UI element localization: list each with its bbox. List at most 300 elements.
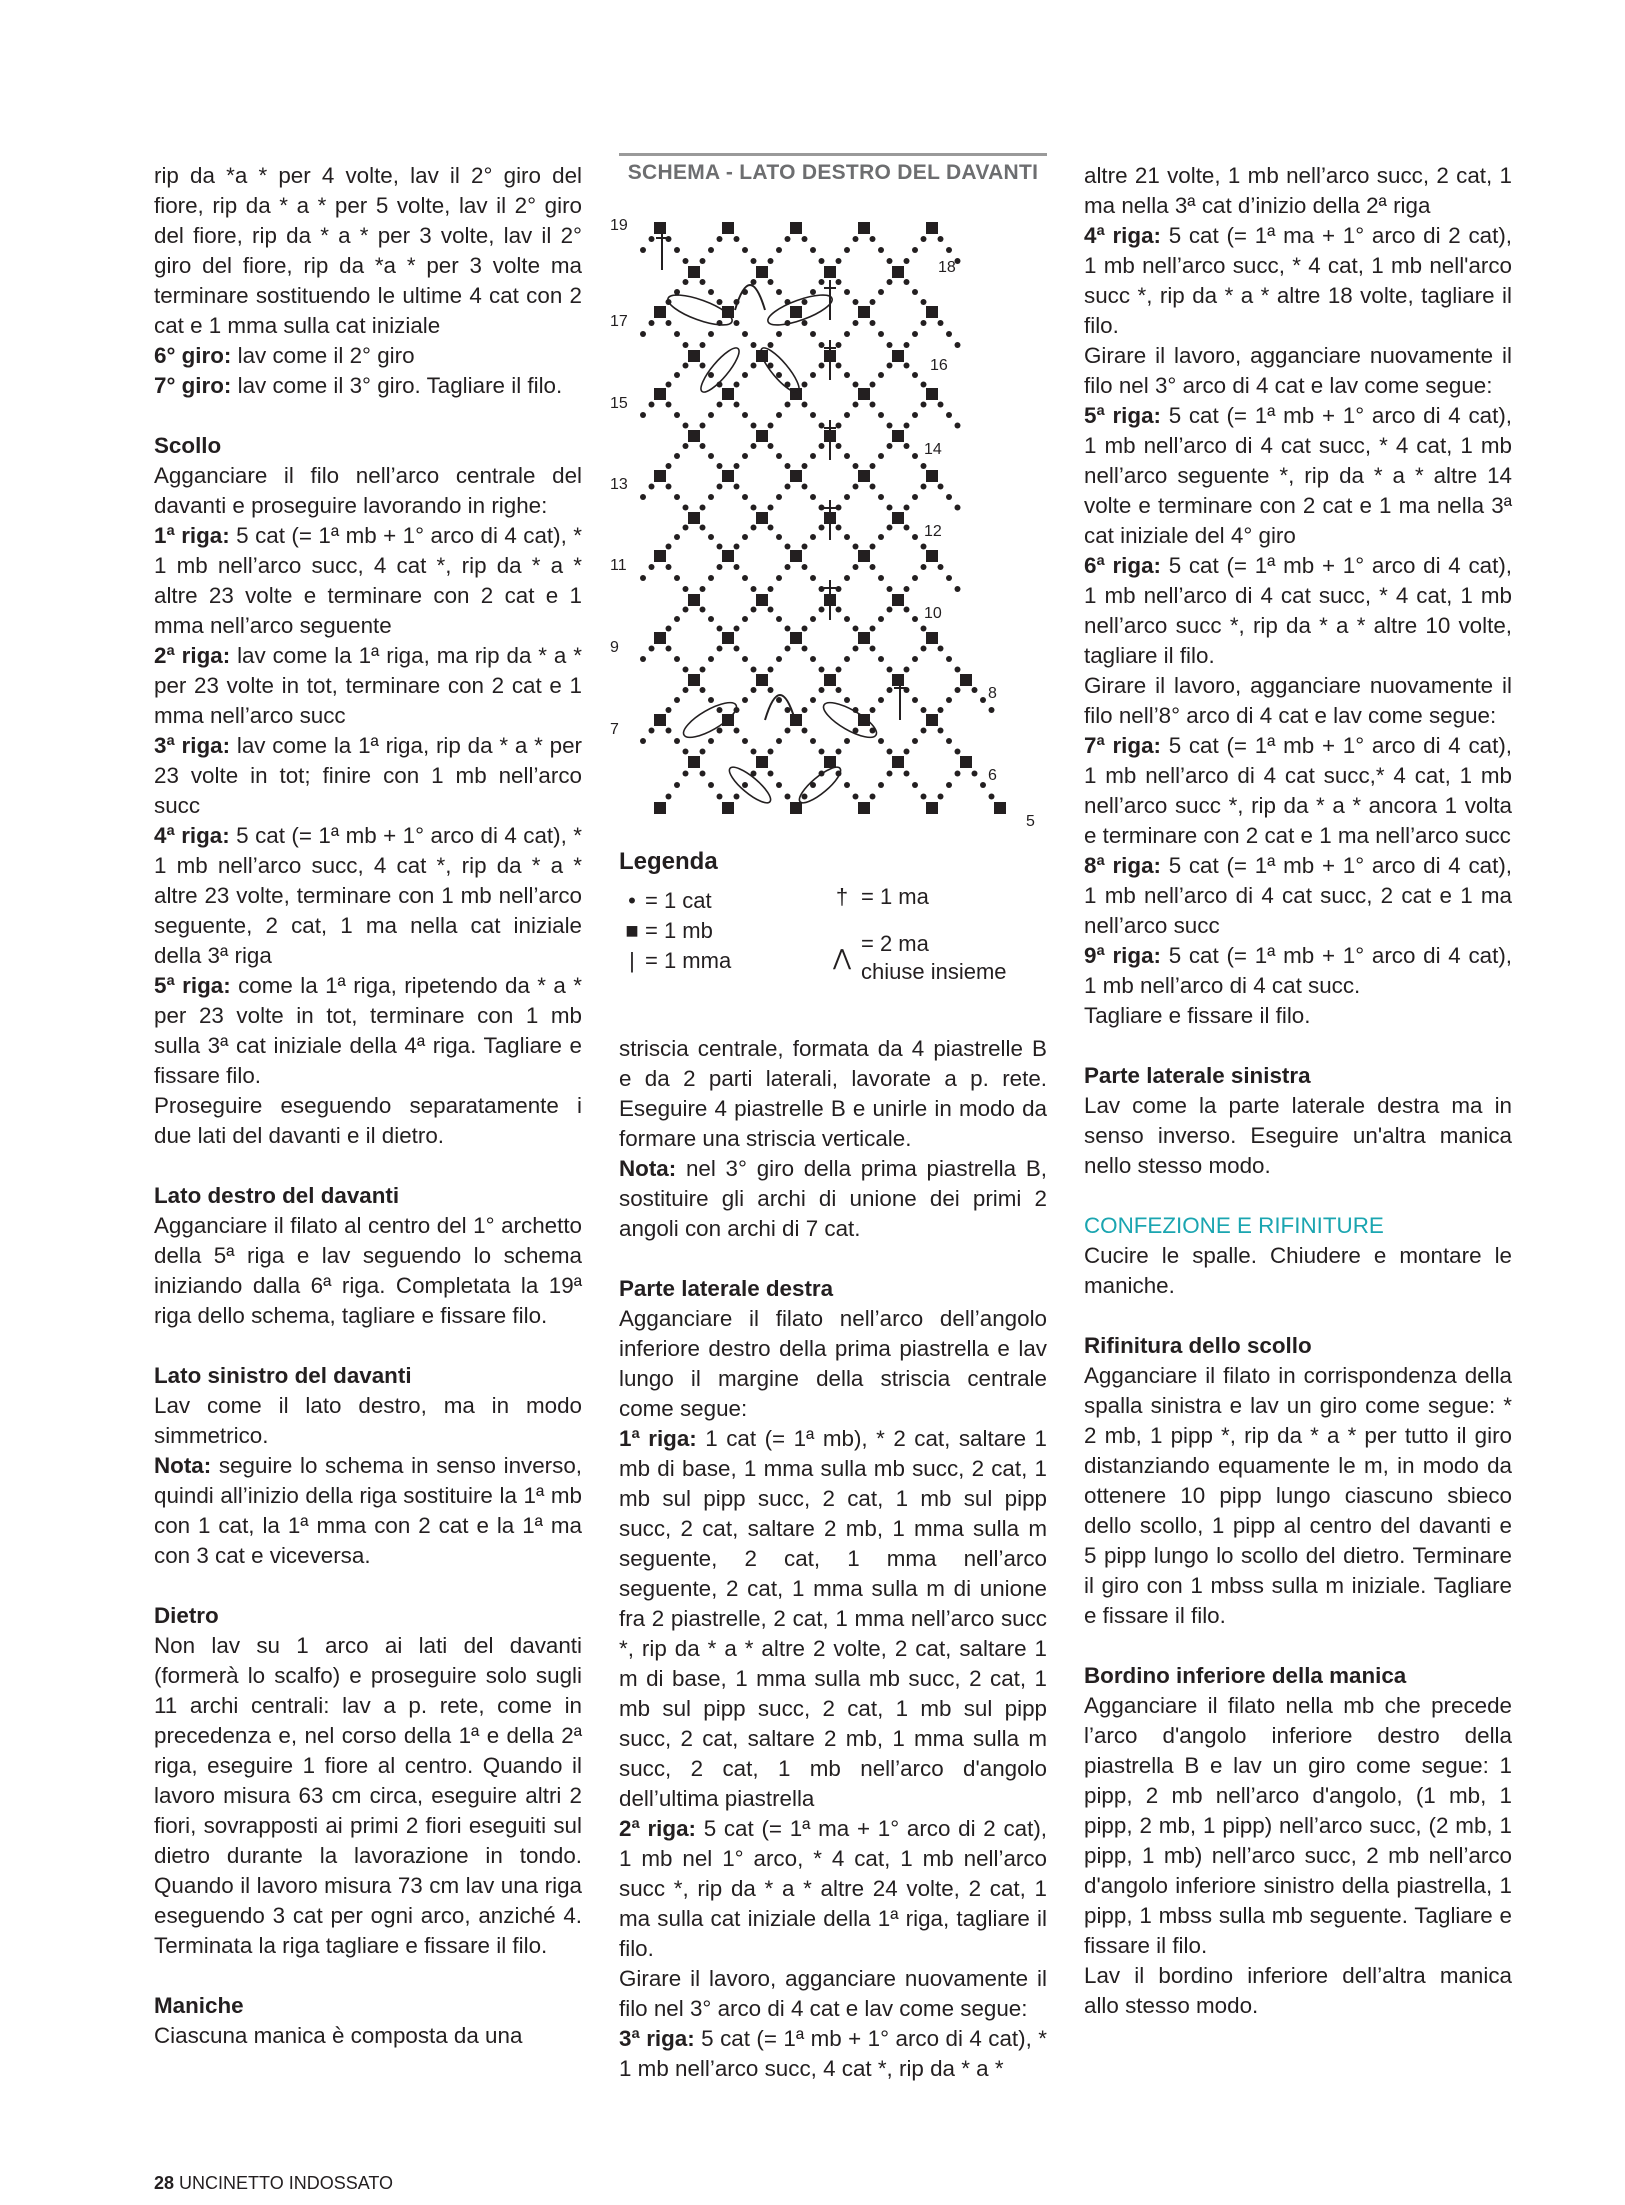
- cat-dot-mark: [938, 794, 944, 800]
- cat-dot-mark: [912, 616, 918, 622]
- mb-square-mark: [654, 306, 666, 318]
- paragraph: rip da *a * per 4 volte, lav il 2° giro del fiore, rip da * a * per 5 volte, lav il 2° giro del fiore, rip da * a * per 3 volte, lav il 2° giro del fiore, rip da *a * per 3 volte ma terminare sostituendo le ultime 4 cat con 2 cat e 1 mma sulla cat iniziale: [154, 163, 582, 338]
- cat-dot-mark: [640, 575, 646, 581]
- cat-dot-mark: [785, 626, 791, 632]
- cat-dot-mark: [870, 320, 876, 326]
- cat-dot-mark: [734, 728, 740, 734]
- cat-dot-mark: [717, 728, 723, 734]
- flower-arch-mark: [735, 285, 765, 310]
- section-heading-parte-laterale-sinistra: Parte laterale sinistra: [1084, 1063, 1311, 1088]
- page-number: 28: [154, 2173, 175, 2193]
- cat-dot-mark: [742, 575, 748, 581]
- cat-dot-mark: [819, 258, 825, 264]
- mb-square-mark: [960, 756, 972, 768]
- mb-square-mark: [722, 306, 734, 318]
- cat-dot-mark: [674, 372, 680, 378]
- row-label: 4ª riga:: [1084, 223, 1161, 248]
- cat-dot-mark: [742, 782, 748, 788]
- cat-dot-mark: [912, 247, 918, 253]
- cat-dot-mark: [878, 616, 884, 622]
- cat-dot-mark: [810, 494, 816, 500]
- row-text: 5 cat (= 1ª mb + 1° arco di 4 cat), 1 mb nell’arco di 4 cat succ, * 4 cat, 1 mb nell’arco seguente *, rip da * a * altre 14 volte e terminare con 2 cat e 1 ma nella 3ª cat iniziale del 4° giro: [1084, 403, 1513, 548]
- cat-dot-mark: [844, 453, 850, 459]
- mb-square-mark: [960, 674, 972, 686]
- cat-dot-mark: [844, 575, 850, 581]
- legend-item-mb: [619, 918, 713, 944]
- row-text: 5 cat (= 1ª mb + 1° arco di 4 cat), 1 mb nell’arco di 4 cat succ,* 4 cat, 1 mb nell’arco succ *, rip da * a * ancora 1 volta e terminare con 2 cat e 1 ma nell’arco succ: [1084, 733, 1513, 848]
- cat-dot-mark: [708, 331, 714, 337]
- cat-dot-mark: [853, 463, 859, 469]
- cat-dot-mark: [887, 607, 893, 613]
- cat-dot-mark: [776, 494, 782, 500]
- mb-square-mark: [756, 266, 768, 278]
- cat-dot-mark: [751, 667, 757, 673]
- cat-dot-mark: [751, 525, 757, 531]
- cat-dot-mark: [955, 342, 961, 348]
- column-1: [154, 161, 582, 2051]
- mb-square-mark: [858, 306, 870, 318]
- cat-dot-mark: [912, 575, 918, 581]
- cat-dot-mark: [853, 484, 859, 490]
- cat-dot-mark: [878, 247, 884, 253]
- cat-dot-mark: [819, 586, 825, 592]
- cat-dot-mark: [887, 505, 893, 511]
- paragraph: altre 21 volte, 1 mb nell’arco succ, 2 cat, 1 ma nella 3ª cat d’inizio della 2ª riga: [1084, 163, 1512, 218]
- paragraph: Lav come la parte laterale destra ma in senso inverso. Eseguire un'altra manica nello stesso modo.: [1084, 1093, 1512, 1178]
- row-text: lav come il 2° giro: [231, 343, 415, 368]
- row-label-12: 12: [924, 523, 942, 540]
- mb-square-mark: [790, 470, 802, 482]
- cat-dot-mark: [674, 697, 680, 703]
- row-text: 1 cat (= 1ª mb), * 2 cat, saltare 1 mb di base, 1 mma sulla mb succ, 2 cat, 1 mb sul pipp succ, 2 cat, 1 mb sul pipp succ, 2 cat, saltare 2 mb, 1 mma sulla m seguente, 2 cat, 1 mma nell’arco seguente, 2 cat, 1 mma sulla m di unione fra 2 piastrelle, 2 cat, 1 mma nell’arco succ *, rip da * a * altre 2 volte, 2 cat, saltare 1 m di base, 1 mma sulla mb succ, 2 cat, 1 mb sul pipp succ, 2 cat, 1 mb sul pipp succ, 2 cat, saltare 2 mb, 1 mma sulla m succ, 2 cat, 1 mb nell’arco d'angolo dell’ultima piastrella: [619, 1426, 1048, 1811]
- row-label-17: 17: [610, 313, 628, 330]
- cat-dot-mark: [836, 423, 842, 429]
- row-label: 3ª riga:: [619, 2026, 695, 2051]
- cat-dot-mark: [844, 331, 850, 337]
- cat-dot-mark: [802, 236, 808, 242]
- cat-dot-mark: [844, 412, 850, 418]
- cat-dot-mark: [844, 534, 850, 540]
- cat-dot-mark: [776, 247, 782, 253]
- mb-square-mark: [756, 594, 768, 606]
- cat-dot-mark: [904, 586, 910, 592]
- cat-dot-mark: [802, 564, 808, 570]
- cat-dot-mark: [776, 616, 782, 622]
- row-text: 5 cat (= 1ª ma + 1° arco di 2 cat), 1 mb nell’arco succ, * 4 cat, 1 mb nell'arco succ *, rip da * a * altre 18 volte, tagliare il filo.: [1084, 223, 1513, 338]
- row-label: 6ª riga:: [1084, 553, 1161, 578]
- cat-dot-mark: [776, 738, 782, 744]
- crochet-chart: [600, 200, 1060, 840]
- mb-square-mark: [688, 350, 700, 362]
- cat-dot-mark: [810, 247, 816, 253]
- cat-dot-mark: [742, 697, 748, 703]
- cat-dot-mark: [734, 463, 740, 469]
- cat-dot-mark: [640, 247, 646, 253]
- row-label: 9ª riga:: [1084, 943, 1161, 968]
- section-heading-dietro: Dietro: [154, 1603, 219, 1628]
- cat-dot-mark: [768, 505, 774, 511]
- section-heading-rifinitura-scollo: Rifinitura dello scollo: [1084, 1333, 1312, 1358]
- cat-dot-mark: [870, 646, 876, 652]
- mb-square-mark: [756, 512, 768, 524]
- mb-square-mark: [688, 756, 700, 768]
- row-label-10: 10: [924, 605, 942, 622]
- legend-title: Legenda: [619, 848, 718, 875]
- cat-dot-mark: [700, 771, 706, 777]
- cat-dot-mark: [912, 412, 918, 418]
- cat-dot-mark: [836, 667, 842, 673]
- cat-dot-mark: [955, 687, 961, 693]
- cat-dot-mark: [742, 656, 748, 662]
- mb-square-mark: [790, 388, 802, 400]
- cat-dot-mark: [802, 728, 808, 734]
- cat-dot-mark: [674, 289, 680, 295]
- cat-dot-mark: [878, 697, 884, 703]
- cat-dot-mark: [708, 412, 714, 418]
- cat-dot-mark: [776, 412, 782, 418]
- cat-dot-mark: [708, 494, 714, 500]
- cat-dot-mark: [836, 749, 842, 755]
- cat-dot-mark: [640, 331, 646, 337]
- cat-dot-mark: [768, 342, 774, 348]
- cat-dot-mark: [751, 607, 757, 613]
- mb-square-mark: [824, 266, 836, 278]
- cat-dot-mark: [708, 616, 714, 622]
- cat-dot-mark: [649, 402, 655, 408]
- cat-dot-mark: [819, 525, 825, 531]
- cat-dot-mark: [853, 544, 859, 550]
- cat-dot-mark: [938, 320, 944, 326]
- section-heading-parte-laterale-destra: Parte laterale destra: [619, 1276, 834, 1301]
- cat-dot-mark: [904, 771, 910, 777]
- mb-square-mark: [654, 222, 666, 234]
- row-label-5: 5: [1026, 813, 1035, 830]
- cat-dot-mark: [751, 279, 757, 285]
- cat-dot-mark: [870, 402, 876, 408]
- cat-dot-mark: [819, 279, 825, 285]
- cat-dot-mark: [776, 453, 782, 459]
- cat-dot-mark: [955, 771, 961, 777]
- cat-dot-mark: [700, 525, 706, 531]
- cat-dot-mark: [853, 382, 859, 388]
- cat-dot-mark: [683, 258, 689, 264]
- cat-dot-mark: [751, 363, 757, 369]
- row-label: 2ª riga:: [619, 1816, 696, 1841]
- cat-dot-mark: [921, 236, 927, 242]
- cat-dot-mark: [836, 342, 842, 348]
- cat-dot-mark: [819, 443, 825, 449]
- column-2: [619, 1034, 1047, 2084]
- cat-dot-mark: [683, 525, 689, 531]
- cat-dot-mark: [853, 794, 859, 800]
- row-label-16: 16: [930, 357, 948, 374]
- cat-dot-mark: [785, 564, 791, 570]
- cat-dot-mark: [717, 707, 723, 713]
- row-label-11: 11: [610, 557, 627, 574]
- cat-dot-mark: [878, 575, 884, 581]
- mb-square-mark: [994, 802, 1006, 814]
- cat-dot-mark: [708, 247, 714, 253]
- mb-square-mark: [926, 802, 938, 814]
- cat-dot-mark: [921, 402, 927, 408]
- cat-dot-mark: [904, 423, 910, 429]
- cat-dot-mark: [844, 289, 850, 295]
- cat-dot-mark: [870, 463, 876, 469]
- cat-dot-mark: [921, 626, 927, 632]
- cat-dot-mark: [785, 707, 791, 713]
- paragraph: Lav il bordino inferiore dell’altra manica allo stesso modo.: [1084, 1963, 1512, 2018]
- cat-dot-mark: [700, 258, 706, 264]
- dagger-icon: †: [835, 884, 849, 909]
- row-text: 5 cat (= 1ª mb + 1° arco di 4 cat), * 1 mb nell’arco succ, 4 cat *, rip da * a * altre 23 volte e terminare con 2 cat e 1 mma nell’arco seguente: [154, 523, 582, 638]
- cat-dot-mark: [640, 412, 646, 418]
- cat-dot-mark: [912, 697, 918, 703]
- cat-dot-mark: [751, 258, 757, 264]
- mb-square-mark: [688, 594, 700, 606]
- cat-dot-mark: [802, 382, 808, 388]
- cat-dot-mark: [904, 363, 910, 369]
- cat-dot-mark: [742, 412, 748, 418]
- cat-dot-mark: [912, 656, 918, 662]
- cat-dot-mark: [921, 320, 927, 326]
- row-label: 8ª riga:: [1084, 853, 1161, 878]
- legend-item-2ma: [829, 930, 1007, 986]
- cat-dot-mark: [946, 782, 952, 788]
- cat-dot-mark: [700, 279, 706, 285]
- cat-dot-mark: [674, 575, 680, 581]
- cat-dot-mark: [776, 372, 782, 378]
- cat-dot-mark: [904, 505, 910, 511]
- mb-square-mark: [858, 388, 870, 400]
- cat-dot-mark: [649, 564, 655, 570]
- paragraph: Girare il lavoro, agganciare nuovamente il filo nel 3° arco di 4 cat e lav come segue:: [619, 1966, 1047, 2021]
- cat-dot-mark: [878, 289, 884, 295]
- cat-dot-mark: [819, 363, 825, 369]
- row-label-7: 7: [610, 721, 619, 738]
- cat-dot-mark: [912, 782, 918, 788]
- mb-square-mark: [926, 470, 938, 482]
- cat-dot-mark: [700, 667, 706, 673]
- row-label: 6° giro:: [154, 343, 232, 368]
- mb-square-mark: [892, 512, 904, 524]
- cat-dot-mark: [887, 342, 893, 348]
- cat-dot-mark: [776, 534, 782, 540]
- cat-dot-mark: [666, 707, 672, 713]
- cat-dot-mark: [836, 586, 842, 592]
- paragraph: Proseguire eseguendo separatamente i due lati del davanti e il dietro.: [154, 1093, 582, 1148]
- paragraph: Girare il lavoro, agganciare nuovamente il filo nell’8° arco di 4 cat e lav come segue:: [1084, 673, 1512, 728]
- note-text: seguire lo schema in senso inverso, quindi all’inizio della riga sostituire la 1ª mb con 1 cat, la 1ª mma con 2 cat e la 1ª ma con 3 cat e viceversa.: [154, 1453, 582, 1568]
- legend-label: = 1 mma: [645, 948, 732, 973]
- cat-dot-mark: [683, 749, 689, 755]
- note-label: Nota:: [154, 1453, 212, 1478]
- legend-label: chiuse insieme: [861, 959, 1007, 984]
- note-label: Nota:: [619, 1156, 677, 1181]
- cat-dot-mark: [904, 443, 910, 449]
- cat-dot-mark: [717, 794, 723, 800]
- cat-dot-mark: [717, 544, 723, 550]
- cat-dot-mark: [717, 564, 723, 570]
- cat-dot-mark: [666, 484, 672, 490]
- cat-dot-mark: [734, 402, 740, 408]
- cat-dot-mark: [819, 505, 825, 511]
- mb-square-mark: [790, 222, 802, 234]
- cat-dot-mark: [751, 423, 757, 429]
- cat-dot-mark: [844, 697, 850, 703]
- cat-dot-mark: [810, 372, 816, 378]
- cat-dot-mark: [878, 534, 884, 540]
- cat-dot-mark: [921, 463, 927, 469]
- legend-label: = 1 cat: [645, 888, 712, 913]
- cat-dot-mark: [912, 453, 918, 459]
- mb-square-mark: [722, 388, 734, 400]
- cat-dot-mark: [955, 667, 961, 673]
- cat-dot-mark: [768, 607, 774, 613]
- mb-square-mark: [790, 632, 802, 644]
- cat-dot-mark: [836, 258, 842, 264]
- cat-dot-mark: [802, 463, 808, 469]
- row-label-14: 14: [924, 441, 942, 458]
- cat-dot-mark: [853, 564, 859, 570]
- mb-square-mark: [790, 306, 802, 318]
- cat-dot-mark: [887, 443, 893, 449]
- cat-dot-mark: [878, 331, 884, 337]
- cat-dot-mark: [700, 443, 706, 449]
- mb-square-mark: [756, 430, 768, 442]
- cat-dot-mark: [742, 453, 748, 459]
- cat-dot-mark: [683, 443, 689, 449]
- cat-dot-mark: [708, 453, 714, 459]
- cat-dot-mark: [666, 402, 672, 408]
- cat-dot-mark: [921, 794, 927, 800]
- cat-dot-mark: [853, 402, 859, 408]
- cat-dot-mark: [955, 749, 961, 755]
- cat-dot-mark: [904, 667, 910, 673]
- legend-item-mma: [619, 948, 731, 974]
- cat-dot-mark: [708, 575, 714, 581]
- cat-dot-mark: [776, 697, 782, 703]
- mb-square-mark: [824, 756, 836, 768]
- cat-dot-mark: [912, 372, 918, 378]
- cat-dot-mark: [878, 656, 884, 662]
- cat-dot-mark: [938, 707, 944, 713]
- cat-dot-mark: [700, 363, 706, 369]
- mb-square-mark: [926, 714, 938, 726]
- cat-dot-mark: [674, 656, 680, 662]
- mb-square-mark: [926, 222, 938, 234]
- cat-dot-mark: [742, 738, 748, 744]
- cat-dot-mark: [904, 607, 910, 613]
- cat-dot-mark: [802, 544, 808, 550]
- cat-dot-mark: [844, 656, 850, 662]
- cat-dot-mark: [844, 782, 850, 788]
- row-label-9: 9: [610, 639, 619, 656]
- cat-dot-mark: [878, 412, 884, 418]
- cat-dot-mark: [904, 279, 910, 285]
- cat-dot-mark: [666, 728, 672, 734]
- mb-square-mark: [756, 756, 768, 768]
- cat-dot-mark: [853, 320, 859, 326]
- cat-dot-mark: [836, 363, 842, 369]
- cat-dot-mark: [938, 402, 944, 408]
- row-label-19: 19: [610, 217, 628, 234]
- row-text: 5 cat (= 1ª ma + 1° arco di 2 cat), 1 mb nel 1° arco, * 4 cat, 1 mb nell’arco succ *, rip da * a * altre 24 volte, 2 cat, 1 ma sulla cat iniziale della 1ª riga, tagliare il filo.: [619, 1816, 1048, 1961]
- cat-dot-mark: [921, 382, 927, 388]
- cat-dot-mark: [810, 616, 816, 622]
- paragraph: Girare il lavoro, agganciare nuovamente il filo nel 3° arco di 4 cat e lav come segue:: [1084, 343, 1512, 398]
- cat-dot-mark: [785, 402, 791, 408]
- cat-dot-mark: [666, 382, 672, 388]
- cat-dot-mark: [938, 728, 944, 734]
- cat-dot-mark: [708, 738, 714, 744]
- mb-square-mark: [756, 674, 768, 686]
- cat-dot-mark: [887, 258, 893, 264]
- cat-dot-mark: [683, 342, 689, 348]
- cat-dot-mark: [751, 342, 757, 348]
- cat-dot-mark: [768, 279, 774, 285]
- cat-dot-mark: [640, 494, 646, 500]
- cat-dot-mark: [938, 236, 944, 242]
- row-text: 5 cat (= 1ª mb + 1° arco di 4 cat), * 1 mb nell’arco succ, 4 cat *, rip da * a * altre 23 volte, terminare con 1 mb nell’arco seguente, 2 cat, 1 ma nella cat iniziale della 3ª riga: [154, 823, 582, 968]
- cat-dot-mark: [870, 564, 876, 570]
- cat-dot-mark: [946, 697, 952, 703]
- cat-dot-mark: [742, 616, 748, 622]
- mb-square-mark: [688, 674, 700, 686]
- cat-dot-mark: [946, 412, 952, 418]
- column-3: [1084, 161, 1512, 2021]
- cat-dot-mark: [683, 667, 689, 673]
- cat-dot-mark: [810, 331, 816, 337]
- cat-dot-mark: [819, 667, 825, 673]
- section-heading-maniche: Maniche: [154, 1993, 244, 2018]
- cat-dot-mark: [921, 564, 927, 570]
- cat-dot-mark: [878, 372, 884, 378]
- cat-dot-mark: [751, 505, 757, 511]
- mb-square-mark: [892, 350, 904, 362]
- cat-dot-mark: [768, 443, 774, 449]
- cat-dot-mark: [921, 646, 927, 652]
- cat-dot-mark: [819, 342, 825, 348]
- cat-dot-mark: [870, 707, 876, 713]
- mb-square-mark: [790, 550, 802, 562]
- cat-dot-mark: [853, 299, 859, 305]
- mb-square-mark: [722, 550, 734, 562]
- cat-dot-mark: [768, 771, 774, 777]
- cat-dot-mark: [938, 484, 944, 490]
- flower-petal-mark: [819, 696, 881, 743]
- cat-dot-mark: [708, 697, 714, 703]
- mb-square-mark: [790, 802, 802, 814]
- paragraph: Agganciare il filato al centro del 1° archetto della 5ª riga e lav seguendo lo schema iniziando dalla 6ª riga. Completata la 19ª riga dello schema, tagliare e fissare filo.: [154, 1213, 582, 1328]
- cat-dot-mark: [887, 525, 893, 531]
- square-icon: ■: [625, 918, 639, 943]
- cat-dot-mark: [734, 484, 740, 490]
- cat-dot-mark: [768, 586, 774, 592]
- cat-dot-mark: [785, 463, 791, 469]
- legend-label: = 1 ma: [861, 884, 929, 909]
- legend: [619, 848, 1049, 998]
- row-label: 3ª riga:: [154, 733, 231, 758]
- cat-dot-mark: [708, 289, 714, 295]
- cat-dot-mark: [700, 342, 706, 348]
- cat-dot-mark: [666, 646, 672, 652]
- cat-dot-mark: [955, 586, 961, 592]
- row-label-15: 15: [610, 395, 628, 412]
- note-text: nel 3° giro della prima piastrella B, sostituire gli archi di unione dei primi 2 angoli con archi di 7 cat.: [619, 1156, 1047, 1241]
- dot-icon: •: [628, 888, 636, 913]
- mb-square-mark: [654, 388, 666, 400]
- cat-dot-mark: [836, 505, 842, 511]
